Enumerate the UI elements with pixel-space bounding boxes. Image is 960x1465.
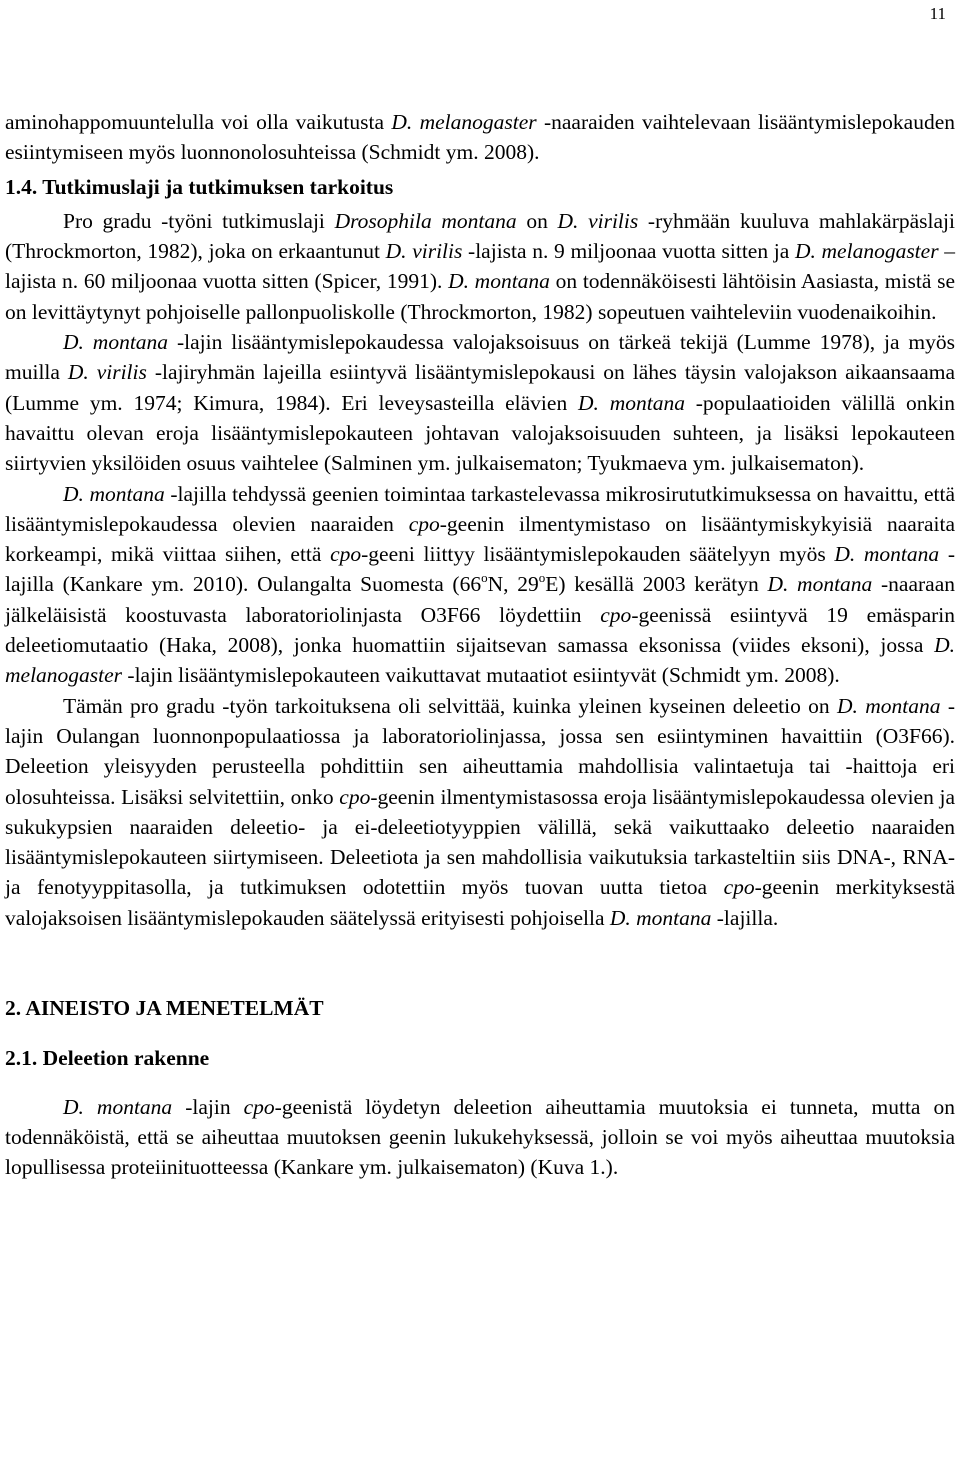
intro-paragraph: aminohappomuuntelulla voi olla vaikutusta D. melanogaster -naaraiden vaihtelevaan lisääntymislepokauden esiintymiseen myös luonnonolosuhteissa (Schmidt ym. 2008). bbox=[5, 110, 955, 165]
section-heading-2: 2. AINEISTO JA MENETELMÄT bbox=[5, 996, 324, 1021]
paragraph-deletion-structure: D. montana -lajin cpo-geenistä löydetyn deleetion aiheuttamia muutoksia ei tunneta, mutta on todennäköistä, että se aiheuttaa muutoksen geenin lukukehyksessä, jolloin se voi myös aiheuttaa muutoksia lopullisessa proteiinituotteessa (Kankare ym. julkaisematon) (Kuva 1.). bbox=[5, 1094, 955, 1180]
paragraph-photoperiodism: D. montana -lajin lisääntymislepokaudessa valojaksoisuus on tärkeä tekijä (Lumme 1978), ja myös muilla D. virilis -lajiryhmän lajeilla esiintyvä lisääntymislepokausi on lähes täysin valojakson aikaansaama (Lumme ym. 1974; Kimura, 1984). Eri leveysasteilla elävien D. montana -populaatioiden välillä onkin havaittu olevan eroja lisääntymislepokauteen johtavan valojaksoisuuden suhteen, ja lisäksi lepokauteen siirtyvien yksilöiden osuus vaihtelee (Salminen ym. julkaisematon; Tyukmaeva ym. julkaisematon). bbox=[5, 330, 956, 476]
paragraph-aim: Tämän pro gradu -työn tarkoituksena oli selvittää, kuinka yleinen kyseinen deleetio on D. montana -lajin Oulangan luonnonpopulaatiossa ja laboratoriolinjassa, jossa sen esiintyminen havaittiin (O3F66). Deleetion yleisyyden perusteella pohdittiin sen aiheuttamia mahdollisia valintaetuja tai -haittoja eri olosuhteissa. Lisäksi selvitettiin, onko cpo-geenin ilmentymistasossa eroja lisääntymislepokaudessa olevien ja sukukypsien naaraiden deleetio- ja ei-deleetiotyyppien välillä, sekä vaikuttaako deleetio naaraiden lisääntymislepokauteen siirtymiseen. Deleetiota ja sen mahdollisia vaikutuksia tarkasteltiin siis DNA-, RNA- ja fenotyyppitasolla, ja tutkimuksen odotettiin myös tuovan uutta tietoa cpo-geenin merkityksestä valojaksoisen lisääntymislepokauden säätelyssä erityisesti pohjoisella D. montana -lajilla. bbox=[5, 693, 955, 930]
subsection-heading-2-1: 2.1. Deleetion rakenne bbox=[5, 1046, 210, 1071]
paragraph-microarray: D. montana -lajilla tehdyssä geenien toimintaa tarkastelevassa mikrosirututkimuksessa on havaittu, että lisääntymislepokaudessa olevien naaraiden cpo-geenin ilmentymistaso on lisääntymiskykyisiä naaraita korkeampi, mikä viittaa siihen, että cpo-geeni liittyy lisääntymislepokauden säätelyyn myös D. montana -lajilla (Kankare ym. 2010). Oulangalta Suomesta (66$^o$N, 29$^o$E) kesällä 2003 kerätyn D. montana -naaraan jälkeläisistä koostuvasta laboratoriolinjasta O3F66 löydettiin cpo-geenissä esiintyvä 19 emäsparin deleetiomutaatio (Haka, 2008), jonka huomattiin sijaitsevan samassa eksonissa (viides eksoni), jossa D. melanogaster -lajin lisääntymislepokauteen vaikuttavat mutaatiot esiintyvät (Schmidt ym. 2008). bbox=[5, 481, 956, 688]
document-body bbox=[5, 107, 955, 1183]
page-number: 11 bbox=[929, 4, 946, 23]
paragraph-research-species: Pro gradu -työni tutkimuslaji Drosophila montana on D. virilis -ryhmään kuuluva mahlakärpäslaji (Throckmorton, 1982), joka on erkaantunut D. virilis -lajista n. 9 miljoonaa vuotta sitten ja D. melanogaster – lajista n. 60 miljoonaa vuotta sitten (Spicer, 1991). D. montana on todennäköisesti lähtöisin Aasiasta, mistä se on levittäytynyt pohjoiselle pallonpuoliskolle (Throckmorton, 1982) sopeutuen vaihteleviin vuodenaikoihin. bbox=[5, 208, 956, 324]
section-heading-1-4: 1.4. Tutkimuslaji ja tutkimuksen tarkoitus bbox=[5, 174, 394, 199]
